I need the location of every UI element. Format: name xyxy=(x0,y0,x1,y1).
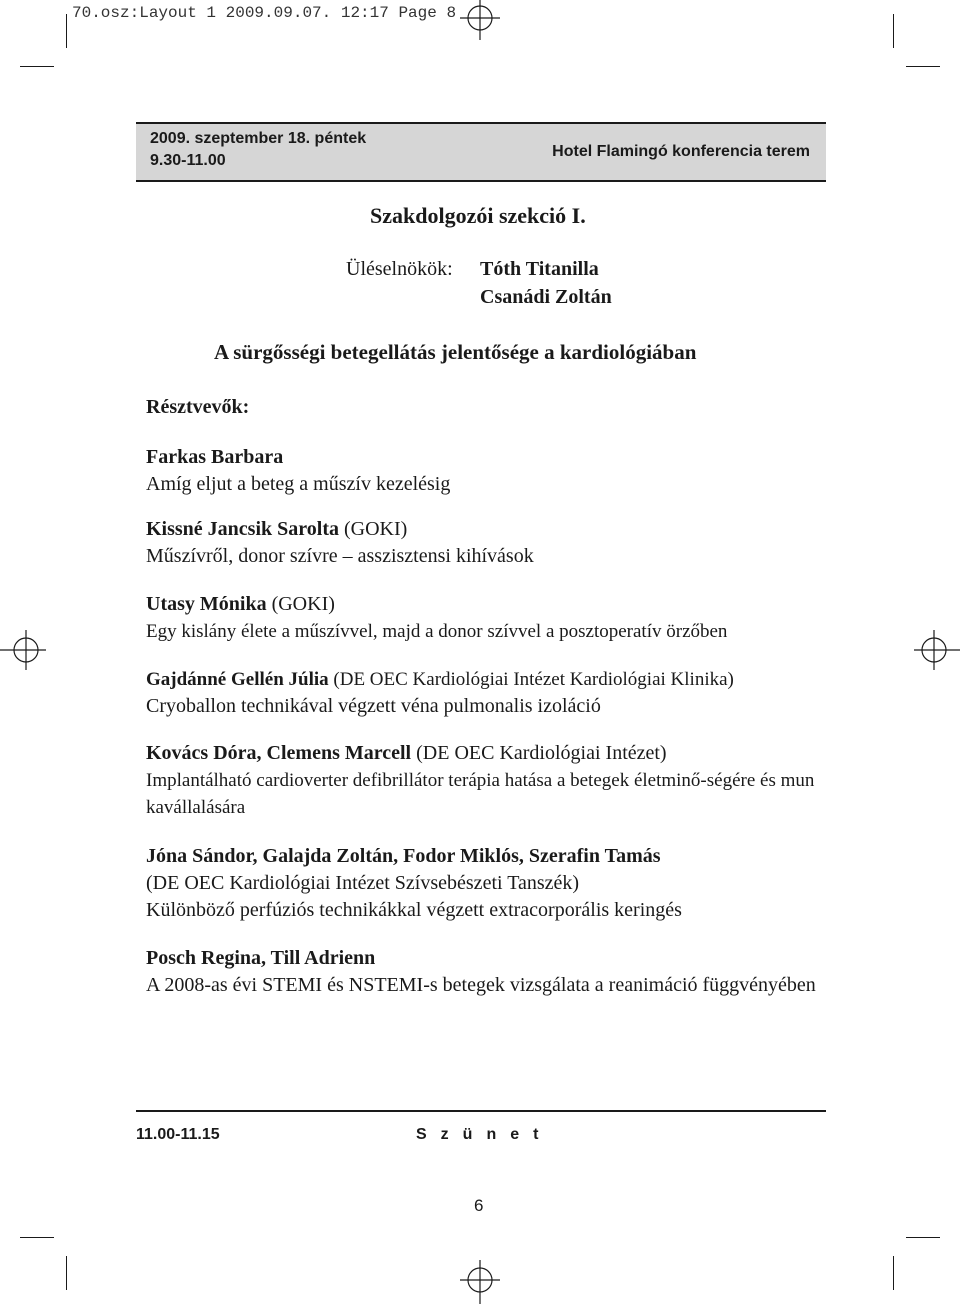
talk-affiliation: (DE OEC Kardiológiai Intézet) xyxy=(411,742,667,764)
registration-mark-right xyxy=(912,628,960,672)
divider xyxy=(136,1110,826,1112)
talk-item xyxy=(146,666,846,720)
page-number: 6 xyxy=(474,1196,484,1215)
talk-item xyxy=(146,945,826,999)
talk-item xyxy=(146,591,846,645)
break-label: Szünet xyxy=(416,1126,553,1143)
chair-name: Tóth Titanilla xyxy=(480,258,599,280)
talk-title: Egy kislány élete a műszívvel, majd a donor szívvel a posztoperatív örzőben xyxy=(146,621,728,642)
talk-title: Különböző perfúziós technikákkal végzett extracorporális keringés xyxy=(146,899,682,921)
registration-mark-left xyxy=(0,628,48,672)
session-time: 9.30-11.00 xyxy=(150,152,226,169)
talk-title: A 2008-as évi STEMI és NSTEMI-s betegek vizsgálata a reanimáció függvényében xyxy=(146,974,816,996)
talk-title: Cryoballon technikával végzett véna pulmonalis izoláció xyxy=(146,695,601,717)
talk-title: Implantálható cardioverter defibrillátor terápia hatása a betegek életminő-ségére és munkavállalására xyxy=(146,770,815,818)
talk-author: Posch Regina, Till Adrienn xyxy=(146,947,376,969)
session-topic: A sürgősségi betegellátás jelentősége a kardiológiában xyxy=(214,340,697,364)
talk-affiliation: (GOKI) xyxy=(339,518,408,540)
talk-author: Kovács Dóra, Clemens Marcell xyxy=(146,742,412,764)
talk-title: Műszívről, donor szívre – asszisztensi kihívások xyxy=(146,545,534,567)
talk-author: Farkas Barbara xyxy=(146,446,284,468)
talk-item xyxy=(146,843,846,924)
talk-author: Utasy Mónika xyxy=(146,593,267,615)
talk-author: Jóna Sándor, Galajda Zoltán, Fodor Miklós, Szerafin Tamás xyxy=(146,845,661,867)
chairs-label: Üléselnökök: xyxy=(346,258,453,280)
talk-title: Amíg eljut a beteg a műszív kezelésig xyxy=(146,473,451,495)
session-venue: Hotel Flamingó konferencia terem xyxy=(552,143,810,160)
talk-author: Kissné Jancsik Sarolta xyxy=(146,518,339,540)
registration-mark-bottom xyxy=(458,1258,502,1304)
talk-item xyxy=(146,516,846,570)
session-date: 2009. szeptember 18. péntek xyxy=(150,130,367,147)
chair-name: Csanádi Zoltán xyxy=(480,286,612,308)
talk-item xyxy=(146,740,816,821)
talk-author: Gajdánné Gellén Júlia xyxy=(146,669,329,690)
print-slug: 70.osz:Layout 1 2009.09.07. 12:17 Page 8 xyxy=(72,4,457,22)
talk-affiliation: (GOKI) xyxy=(266,593,335,615)
section-title: Szakdolgozói szekció I. xyxy=(370,203,586,228)
talk-item xyxy=(146,444,846,498)
talk-affiliation: (DE OEC Kardiológiai Intézet Kardiológiai Klinika) xyxy=(328,669,734,690)
talk-affiliation: (DE OEC Kardiológiai Intézet Szívsebészeti Tanszék) xyxy=(146,872,580,894)
break-time: 11.00-11.15 xyxy=(136,1126,220,1143)
participants-label: Résztvevők: xyxy=(146,396,250,418)
registration-mark-top xyxy=(458,0,502,44)
